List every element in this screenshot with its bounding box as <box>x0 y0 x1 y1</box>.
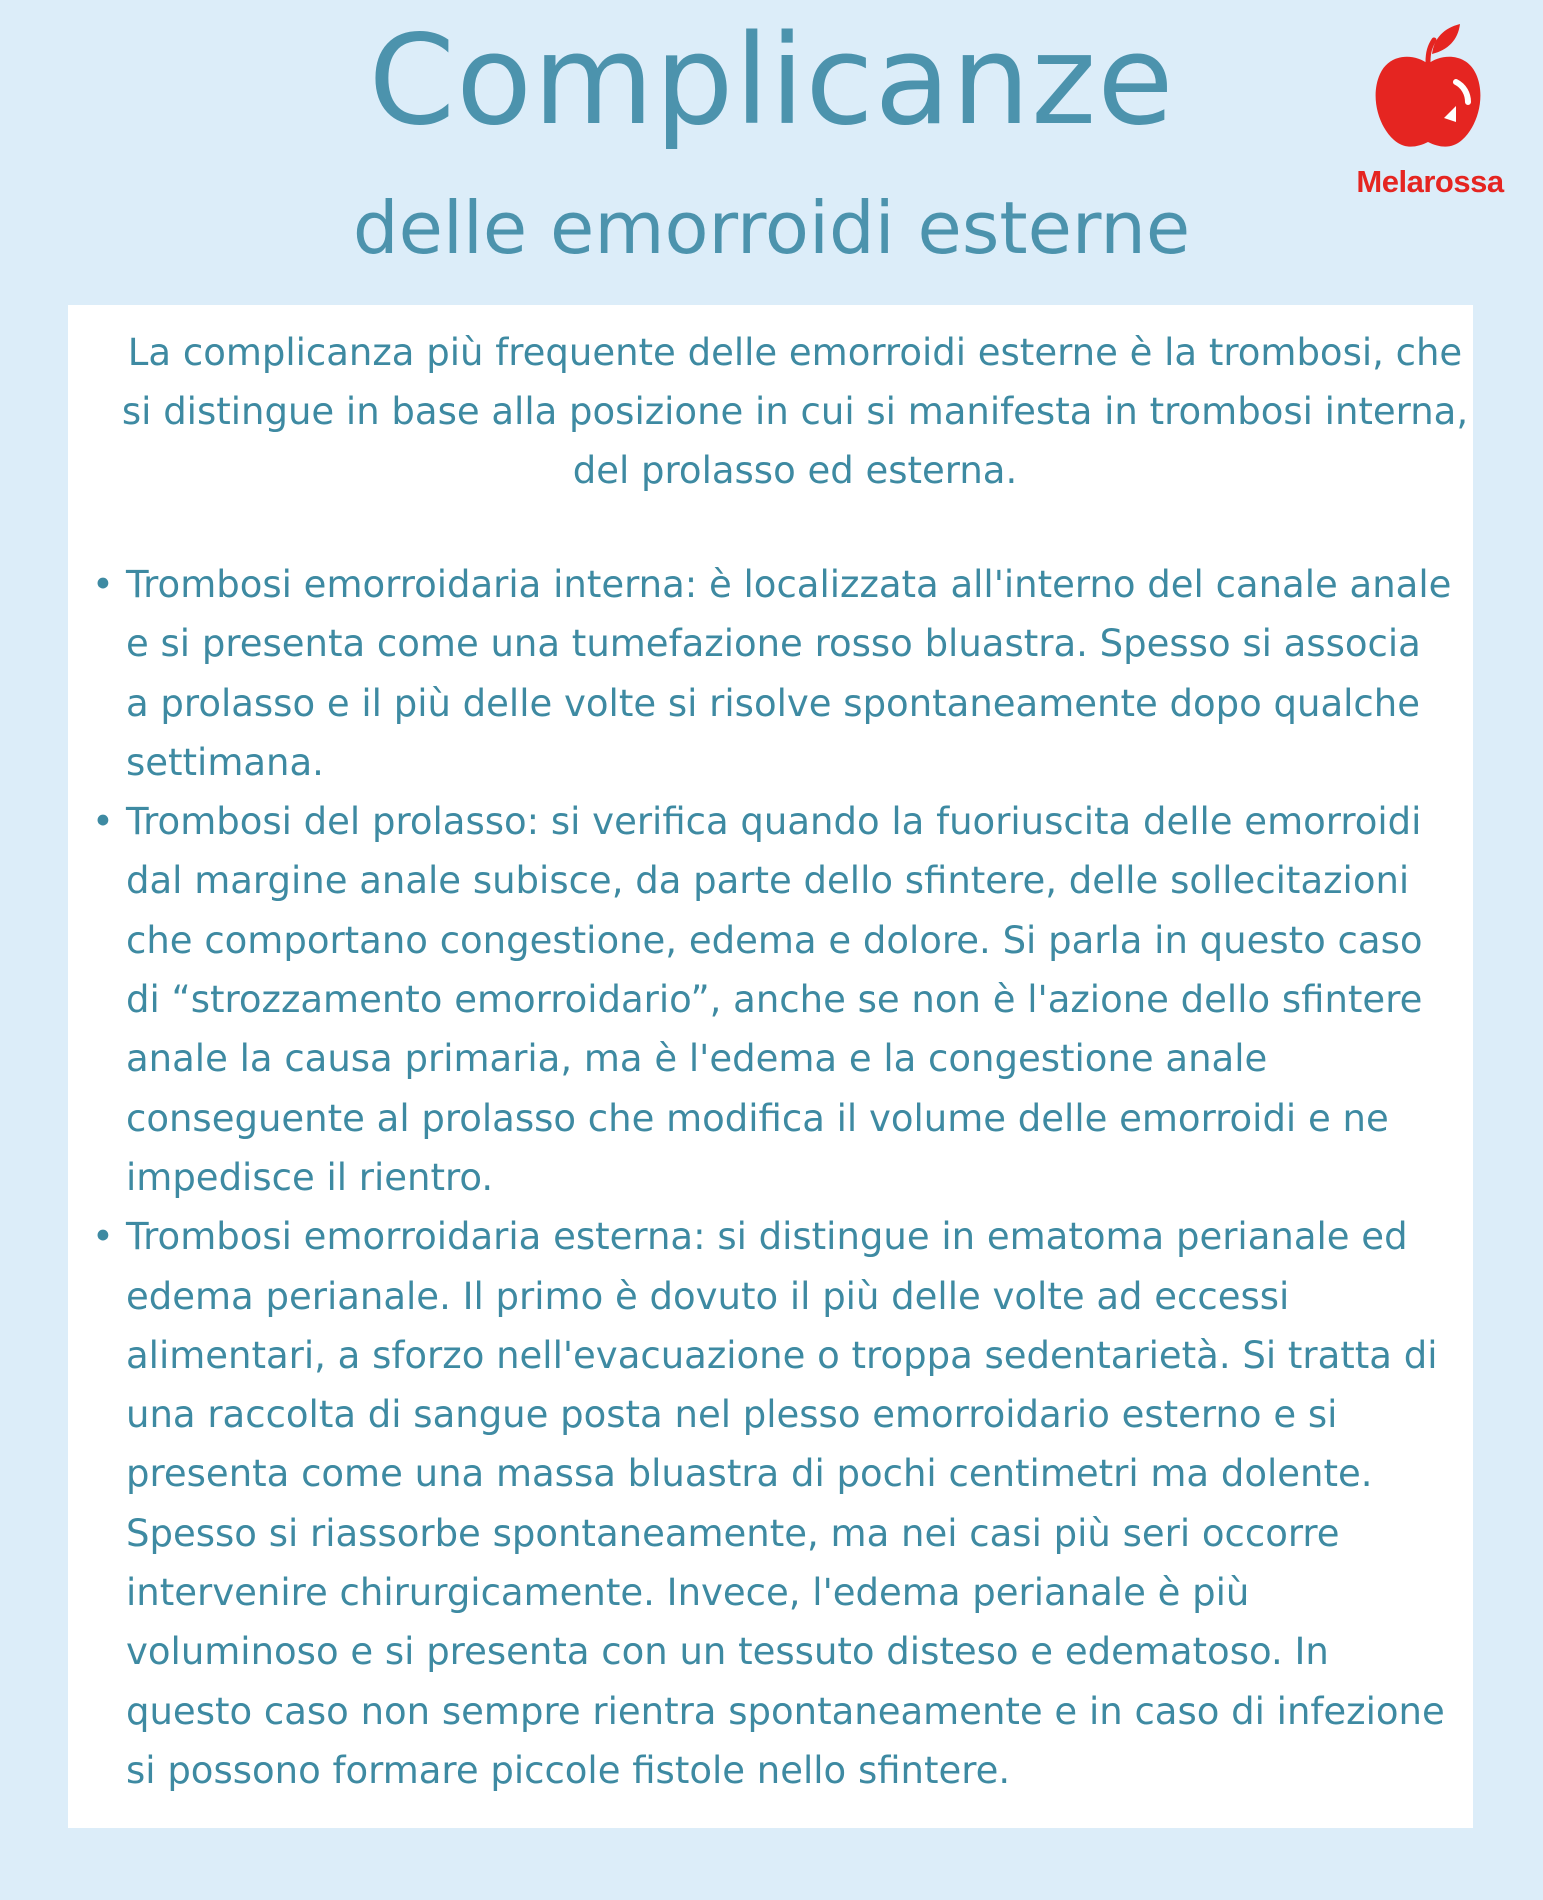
list-item-text: Trombosi emorroidaria interna: è localizzata all'interno del canale anale e si presenta come una tumefazione rosso bluastra. Spesso si associa a prolasso e il più delle volte si risolve spontaneamente dopo qualche settimana. <box>126 563 1452 784</box>
brand-logo <box>1340 22 1520 202</box>
page-title: Complicanze <box>368 9 1175 153</box>
bullet-icon: • <box>92 800 114 844</box>
list-item-text: Trombosi del prolasso: si verifica quando la fuoriuscita delle emorroidi dal margine anale subisce, da parte dello sfintere, delle sollecitazioni che comportano congestione, edema e dolore. Si parla in questo caso di “strozzamento emorroidario”, anche se non è l'azione dello sfintere anale la causa primaria, ma è l'edema e la congestione anale conseguente al prolasso che modifica il volume delle emorroidi e ne impedisce il rientro. <box>126 800 1423 1199</box>
bullet-icon: • <box>92 1215 114 1259</box>
content-card <box>68 305 1473 1828</box>
list-item <box>68 555 1473 792</box>
apple-icon <box>1372 22 1488 152</box>
list-item-text: Trombosi emorroidaria esterna: si distingue in ematoma perianale ed edema perianale. Il primo è dovuto il più delle volte ad eccessi alimentari, a sforzo nell'evacuazione o troppa sedentarietà. Si tratta di una raccolta di sangue posta nel plesso emorroidario esterno e si presenta come una massa bluastra di pochi centimetri ma dolente. Spesso si riassorbe spontaneamente, ma nei casi più seri occorre intervenire chirurgicamente. Invece, l'edema perianale è più voluminoso e si presenta con un tessuto disteso e edematoso. In questo caso non sempre rientra spontaneamente e in caso di infezione si possono formare piccole fistole nello sfintere. <box>126 1215 1445 1792</box>
page-subtitle: delle emorroidi esterne <box>352 186 1191 270</box>
list-item <box>68 1207 1473 1800</box>
complications-list <box>68 555 1473 1800</box>
list-item <box>68 792 1473 1207</box>
bullet-icon: • <box>92 563 114 606</box>
brand-name: Melarossa <box>1356 164 1504 199</box>
intro-paragraph: La complicanza più frequente delle emorroidi esterne è la trombosi, che si distingue in base alla posizione in cui si manifesta in trombosi interna, del prolasso ed esterna. <box>121 331 1469 492</box>
